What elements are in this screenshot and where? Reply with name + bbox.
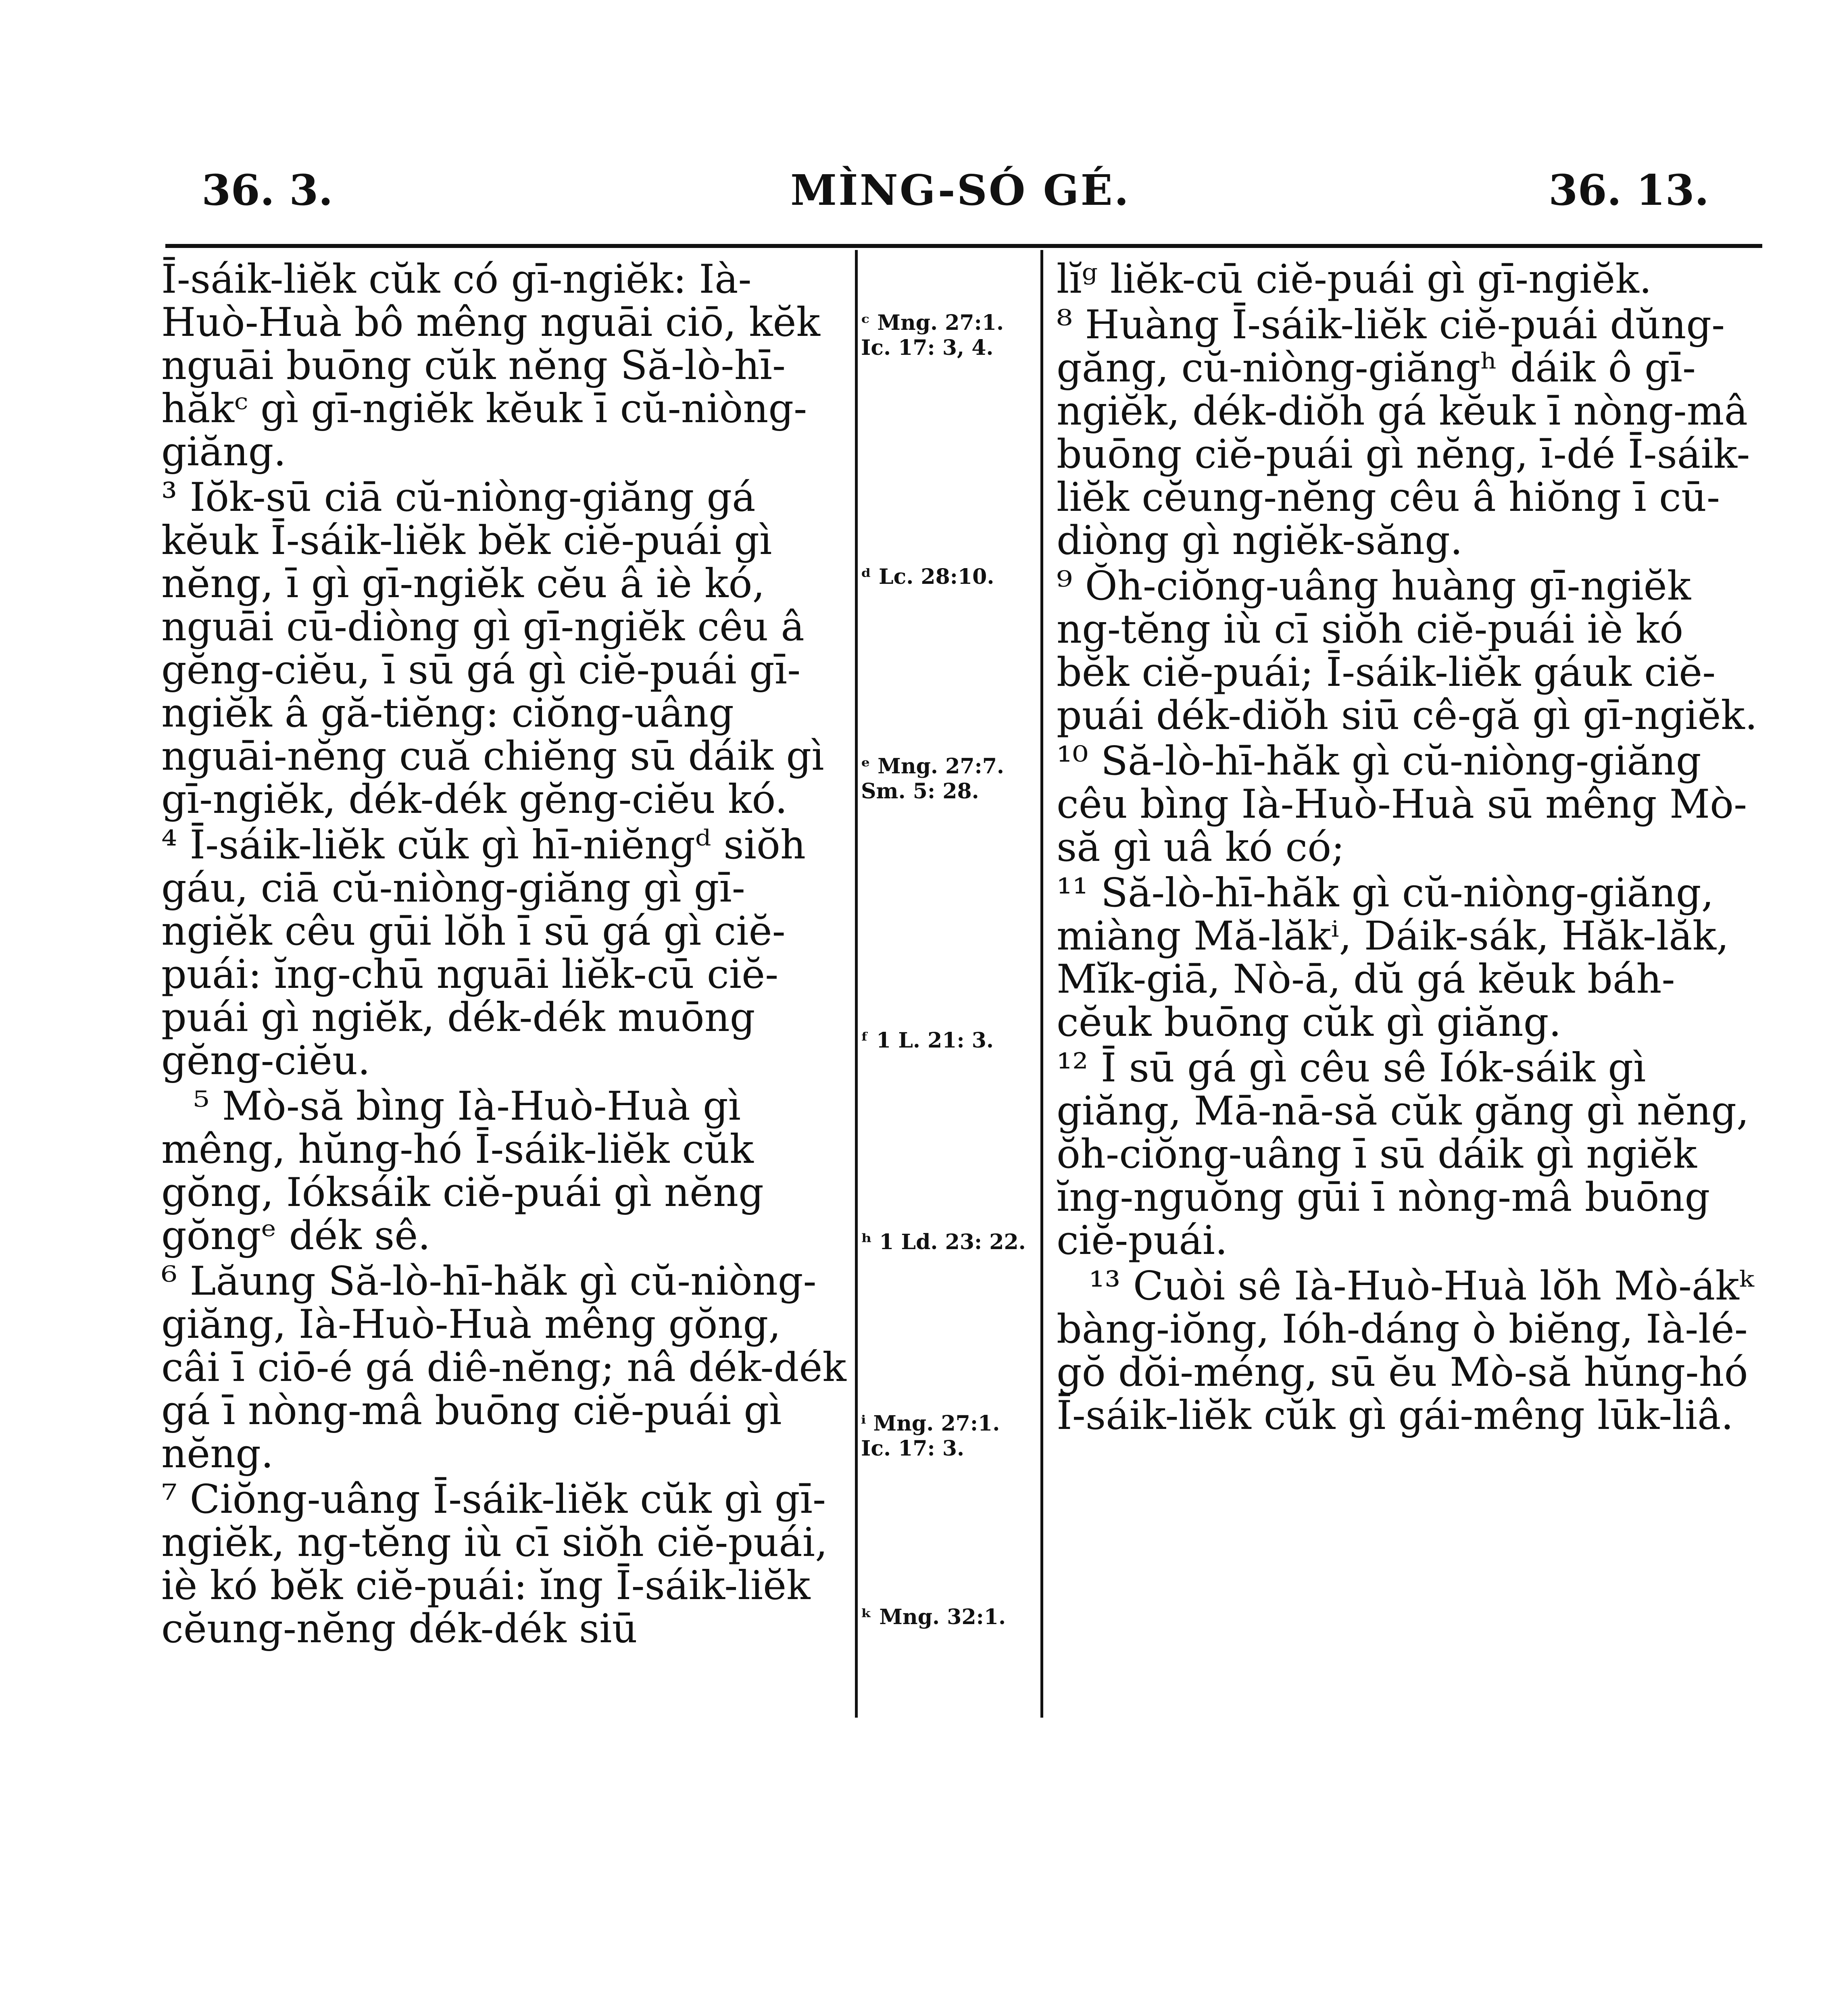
- right-column: [1057, 258, 1766, 1440]
- margin-reference: ᵉ Mng. 27:7. Sm. 5: 28.: [861, 754, 1004, 804]
- verse-paragraph: ¹¹ Să-lò-hī-hăk gì cŭ-niòng-giăng, miàng Mă-lăkⁱ, Dáik-sák, Hăk-lăk, Mĭk-giā, Nò-ā, dŭ gá kĕuk báh-cĕuk buōng cŭk gì giăng.: [1057, 870, 1729, 1045]
- header-left-reference: 36. 3.: [202, 165, 333, 215]
- verse-paragraph: ⁹ Ŏh-ciŏng-uâng huàng gī-ngiĕk ng-tĕng iù cī siŏh ciĕ-puái iè kó bĕk ciĕ-puái; Ī-sáik-liĕk gáuk ciĕ-puái dék-diŏh siū cê-gă gì gī-ngiĕk.: [1057, 563, 1757, 739]
- verse-paragraph: ¹³ Cuòi sê Ià-Huò-Huà lŏh Mò-ákᵏ bàng-iŏng, Ióh-dáng ò biĕng, Ià-lé-gŏ dŏi-méng, sū ĕu Mò-să hŭng-hó Ī-sáik-liĕk cŭk gì gái-mêng lūk-liâ.: [1057, 1263, 1754, 1439]
- margin-reference: ᶠ 1 L. 21: 3.: [861, 1028, 994, 1053]
- verse-paragraph: ⁶ Lăung Să-lò-hī-hăk gì cŭ-niòng-giăng, Ià-Huò-Huà mêng gŏng, câi ī ciō-é gá diê-nĕng; nâ dék-dék gá ī nòng-mâ buōng ciĕ-puái gì nĕng.: [161, 1258, 846, 1477]
- margin-reference: ᵏ Mng. 32:1.: [861, 1605, 1006, 1629]
- column-divider-right: [1040, 250, 1043, 1718]
- verse-paragraph: ¹² Ī sū gá gì cêu sê Iók-sáik gì giăng, Mā-nā-să cŭk găng gì nĕng, ŏh-ciŏng-uâng ī sū dáik gì ngiĕk ĭng-nguŏng gūi ī nòng-mâ buōng ciĕ-puái.: [1057, 1045, 1749, 1264]
- column-divider-left: [855, 250, 858, 1718]
- header-title: MÌNG-SÓ GÉ.: [790, 165, 1130, 215]
- margin-reference: ᵈ Lc. 28:10.: [861, 564, 994, 589]
- verse-paragraph: Ī-sáik-liĕk cŭk có gī-ngiĕk: Ià-Huò-Huà bô mêng nguāi ciō, kĕk nguāi buōng cŭk nĕng Să-lò-hī-hăkᶜ gì gī-ngiĕk kĕuk ī cŭ-niòng-giăng.: [161, 256, 820, 475]
- verse-paragraph: ⁵ Mò-să bìng Ià-Huò-Huà gì mêng, hŭng-hó Ī-sáik-liĕk cŭk gŏng, Ióksáik ciĕ-puái gì nĕng gŏngᵉ dék sê.: [161, 1083, 764, 1259]
- verse-paragraph: ³ Iŏk-sū ciā cŭ-niòng-giăng gá kĕuk Ī-sáik-liĕk bĕk ciĕ-puái gì nĕng, ī gì gī-ngiĕk cĕu â iè kó, nguāi cū-diòng gì gī-ngiĕk cêu â gĕng-ciĕu, ī sū gá gì ciĕ-puái gī-ngiĕk â gă-tiĕng: ciŏng-uâng nguāi-nĕng cuă chiĕng sū dáik gì gī-ngiĕk, dék-dék gĕng-ciĕu kó.: [161, 475, 824, 823]
- left-column: [161, 258, 847, 1653]
- page-header: [0, 157, 1828, 222]
- margin-reference: ʰ 1 Ld. 23: 22.: [861, 1230, 1026, 1254]
- margin-reference: ⁱ Mng. 27:1. Ic. 17: 3.: [861, 1411, 1000, 1461]
- margin-reference: ᶜ Mng. 27:1. Ic. 17: 3, 4.: [861, 310, 1004, 360]
- header-right-reference: 36. 13.: [1549, 165, 1709, 215]
- verse-paragraph: ⁸ Huàng Ī-sáik-liĕk ciĕ-puái dŭng-găng, cŭ-niòng-giăngʰ dáik ô gī-ngiĕk, dék-diŏh gá kĕuk ī nòng-mâ buōng ciĕ-puái gì nĕng, ī-dé Ī-sáik-liĕk cĕung-nĕng cêu â hiŏng ī cū-diòng gì ngiĕk-săng.: [1057, 302, 1750, 564]
- verse-paragraph: lĭᵍ liĕk-cū ciĕ-puái gì gī-ngiĕk.: [1057, 256, 1652, 302]
- verse-paragraph: ⁷ Ciŏng-uâng Ī-sáik-liĕk cŭk gì gī-ngiĕk, ng-tĕng iù cī siŏh ciĕ-puái, iè kó bĕk ciĕ-puái: ĭng Ī-sáik-liĕk cĕung-nĕng dék-dék siū: [161, 1477, 828, 1652]
- verse-paragraph: ¹⁰ Să-lò-hī-hăk gì cŭ-niòng-giăng cêu bìng Ià-Huò-Huà sū mêng Mò-să gì uâ kó có;: [1057, 738, 1747, 871]
- verse-paragraph: ⁴ Ī-sáik-liĕk cŭk gì hī-niĕngᵈ siŏh gáu, ciā cŭ-niòng-giăng gì gī-ngiĕk cêu gūi lŏh ī sū gá gì ciĕ-puái: ĭng-chū nguāi liĕk-cū ciĕ-puái gì ngiĕk, dék-dék muōng gĕng-ciĕu.: [161, 822, 806, 1084]
- header-rule: [165, 244, 1762, 248]
